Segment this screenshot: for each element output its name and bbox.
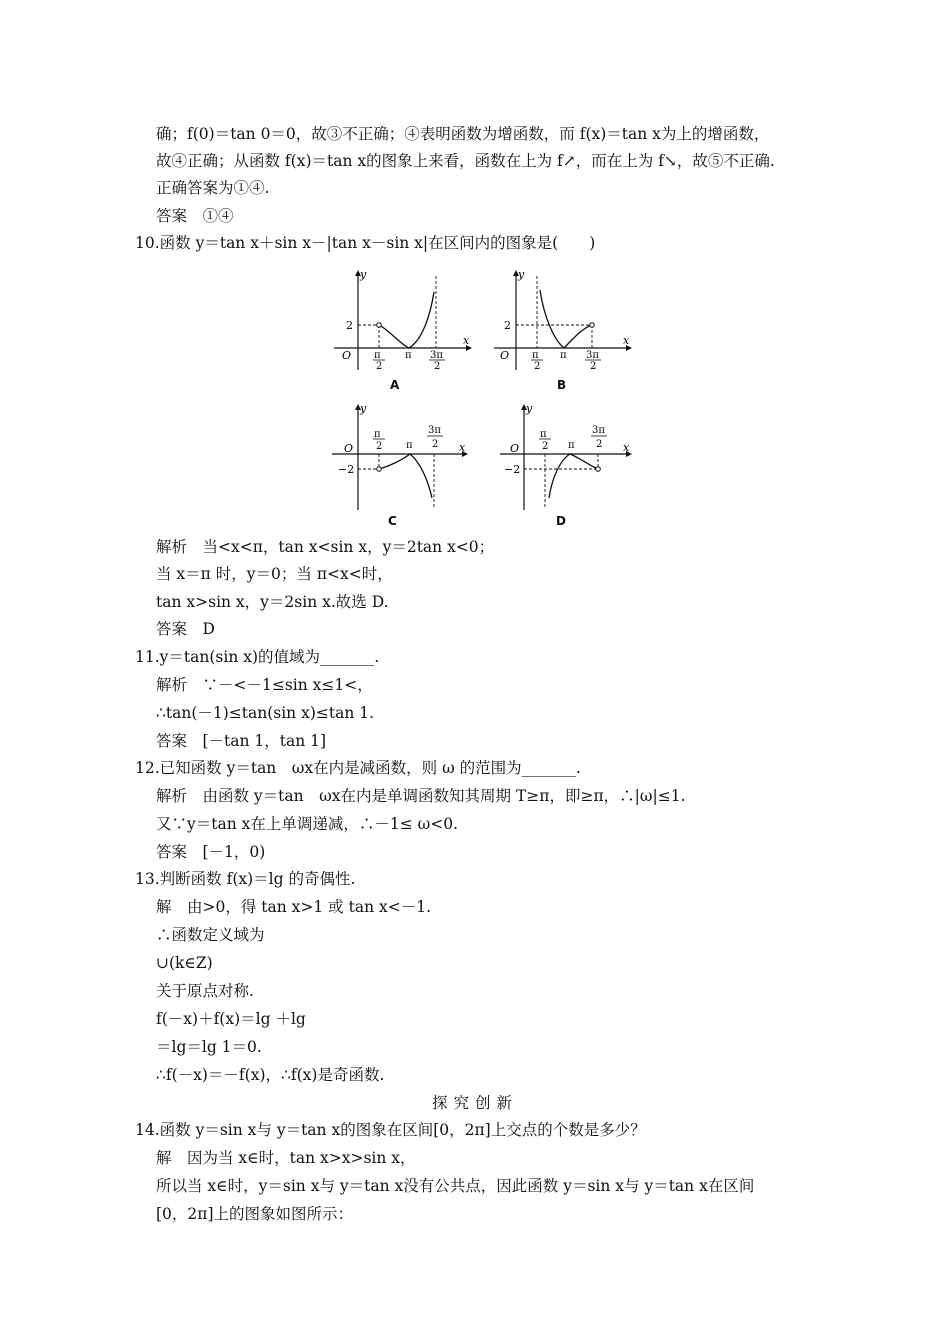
origin-label: O (500, 349, 510, 362)
tick-label: π (374, 429, 381, 440)
question-10: 10.函数 y＝tan x＋sin x－|tan x－sin x|在区间内的图象是( ) (135, 234, 596, 252)
origin-label: O (510, 442, 520, 455)
tick-label: 3π (428, 425, 441, 436)
question-12: 12.已知函数 y＝tan ωx在内是减函数，则 ω 的范围为_______. (135, 759, 581, 777)
solution-line: 解 因为当 x∈时，tan x>x>sin x， (156, 1149, 416, 1167)
tick-label: π (405, 350, 412, 361)
origin-label: O (342, 349, 352, 362)
text-line: 故④正确；从函数 f(x)＝tan x的图象上来看，函数在上为 f↗，而在上为 f↘，故⑤不正确. (156, 152, 775, 170)
tick-label: 2 (590, 361, 597, 372)
tick-label: 2 (432, 439, 439, 450)
solution-line: 关于原点对称. (156, 982, 254, 1000)
graph-label-c: C (388, 514, 397, 528)
axis-label-x: x (459, 441, 466, 454)
tick-label: 2 (596, 439, 603, 450)
tick-label: π (540, 429, 547, 440)
analysis-line: 当 x＝π 时，y＝0；当 π<x<时， (156, 565, 393, 583)
solution-line: [0，2π]上的图象如图所示： (156, 1205, 354, 1223)
axis-label-x: x (623, 441, 630, 454)
graph-a (330, 262, 480, 392)
tick-label: 2 (534, 361, 541, 372)
tick-label: 2 (346, 319, 353, 332)
tick-label: π (532, 350, 539, 361)
analysis-line: ∴tan(－1)≤tan(sin x)≤tan 1. (156, 704, 375, 722)
tick-label: π (406, 440, 413, 451)
solution-line: f(－x)＋f(x)＝lg ＋lg (156, 1010, 306, 1028)
solution-line: 所以当 x∈时，y＝sin x与 y＝tan x没有公共点，因此函数 y＝sin x与 y＝tan x在区间 (156, 1177, 755, 1195)
analysis-line: 又∵y＝tan x在上单调递减，∴－1≤ ω<0. (156, 815, 459, 833)
tick-label: 2 (504, 319, 511, 332)
tick-label: −2 (504, 463, 521, 476)
answer-line: 答案 ①④ (156, 207, 234, 225)
solution-line: ∴函数定义域为 (156, 926, 265, 944)
text-line: 确；f(0)＝tan 0＝0，故③不正确；④表明函数为增函数，而 f(x)＝tan x为上的增函数， (156, 125, 770, 143)
axis-label-y: y (518, 268, 525, 281)
tick-label: π (560, 350, 567, 361)
tick-label: 3π (592, 425, 605, 436)
question-11: 11.y＝tan(sin x)的值域为_______. (135, 648, 380, 666)
axis-label-y: y (360, 268, 367, 281)
tick-label: 2 (376, 441, 383, 452)
tick-label: π (374, 350, 381, 361)
solution-line: ＝lg＝lg 1＝0. (156, 1038, 262, 1056)
section-title: 探究创新 (431, 1094, 518, 1112)
graph-d (496, 400, 646, 528)
tick-label: π (568, 440, 575, 451)
solution-line: ∴f(－x)＝－f(x)，∴f(x)是奇函数. (156, 1066, 385, 1084)
analysis-line: tan x>sin x，y＝2sin x.故选 D. (156, 593, 389, 611)
analysis-line: 解析 由函数 y＝tan ωx在内是单调函数知其周期 T≥π，即≥π，∴|ω|≤1. (156, 787, 686, 805)
text-line: 正确答案为①④. (156, 179, 270, 197)
tick-label: −2 (338, 463, 355, 476)
graph-b (490, 262, 640, 392)
graph-label-a: A (390, 378, 400, 392)
analysis-line: 解析 当<x<π，tan x<sin x，y＝2tan x<0； (156, 538, 495, 556)
axis-label-y: y (526, 402, 533, 415)
answer-line: 答案 [－tan 1，tan 1] (156, 732, 327, 750)
answer-line: 答案 D (156, 620, 215, 638)
solution-line: ∪(k∈Z) (156, 954, 213, 972)
axis-label-x: x (463, 334, 470, 347)
tick-label: 3π (586, 350, 599, 361)
axis-label-x: x (623, 334, 630, 347)
graph-label-b: B (557, 378, 567, 392)
graph-label-d: D (556, 514, 566, 528)
answer-line: 答案 [－1，0) (156, 843, 266, 861)
tick-label: 2 (434, 361, 441, 372)
graph-c (328, 400, 478, 528)
question-14: 14.函数 y＝sin x与 y＝tan x的图象在区间[0，2π]上交点的个数是多少？ (135, 1121, 646, 1139)
tick-label: 2 (542, 441, 549, 452)
origin-label: O (344, 442, 354, 455)
tick-label: 3π (430, 350, 443, 361)
analysis-line: 解析 ∵－<－1≤sin x≤1<， (156, 676, 373, 694)
axis-label-y: y (360, 402, 367, 415)
solution-line: 解 由>0，得 tan x>1 或 tan x<－1. (156, 898, 431, 916)
tick-label: 2 (376, 361, 383, 372)
question-13: 13.判断函数 f(x)＝lg 的奇偶性. (135, 870, 356, 888)
